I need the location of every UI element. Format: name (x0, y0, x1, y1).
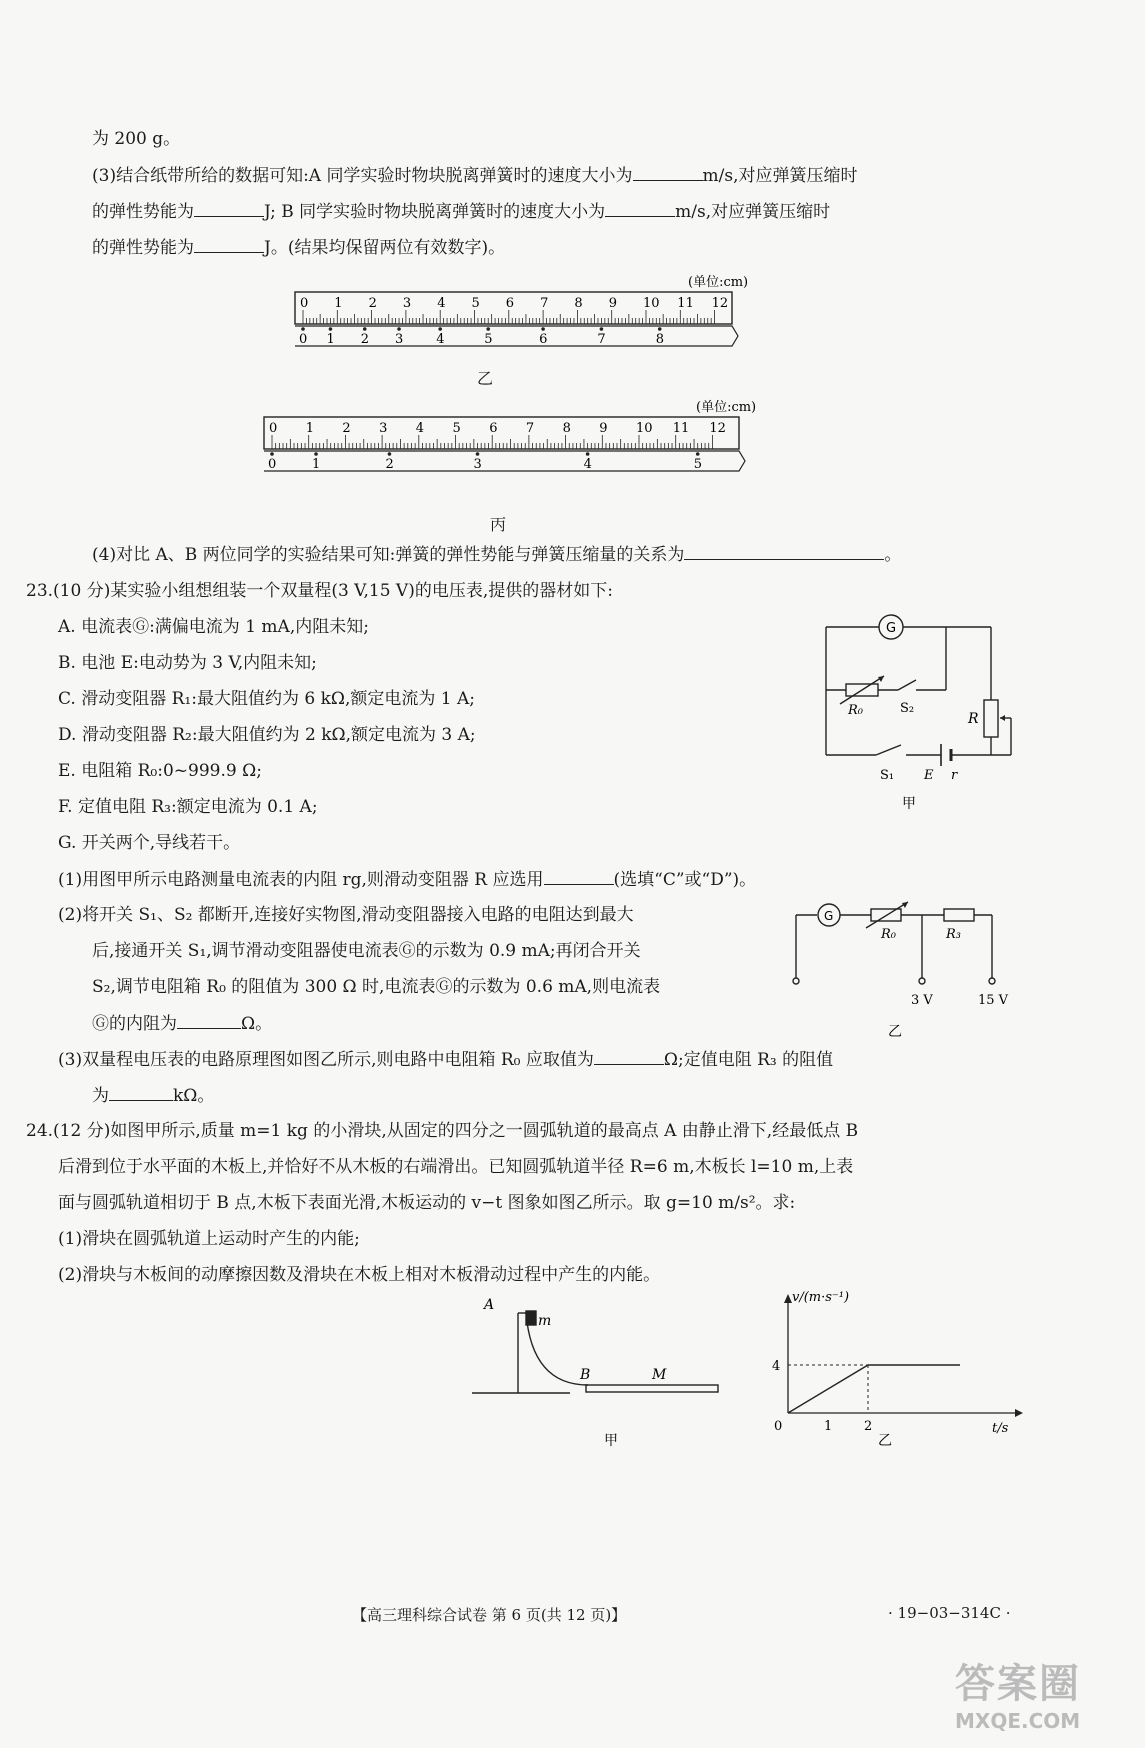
tape-point-label: 0 (268, 457, 277, 472)
watermark-text: 答案圈 (955, 1661, 1081, 1707)
tape-dot (388, 452, 392, 456)
tape-dot (270, 452, 274, 456)
tape-dot (586, 452, 590, 456)
q22-p3-text-e: m/s,对应弹簧压缩时 (675, 202, 831, 222)
galvanometer-label: G (824, 909, 834, 923)
tape-point-label: 4 (436, 332, 445, 347)
tape-dot (600, 327, 604, 331)
answer-blank[interactable] (605, 200, 675, 217)
terminal-15v-label: 15 V (978, 993, 1009, 1008)
battery-emf-label: E (924, 768, 934, 783)
q23-item-d: D. 滑动变阻器 R₂:最大阻值约为 2 kΩ,额定电流为 3 A; (58, 725, 476, 745)
q23-item-c: C. 滑动变阻器 R₁:最大阻值约为 6 kΩ,额定电流为 1 A; (58, 689, 476, 709)
tape-point-label: 0 (299, 332, 308, 347)
figure-caption-yi: 乙 (888, 1024, 902, 1040)
circuit-figure-yi (786, 900, 1026, 1040)
fixed-resistor-label: R₃ (946, 927, 961, 942)
tape-point-label: 8 (655, 332, 665, 347)
q22-part3-line1 (92, 164, 857, 187)
q22-p4-text: (4)对比 A、B 两位同学的实验结果可知:弹簧的弹性势能与弹簧压缩量的关系为 (92, 545, 685, 565)
circuit-figure-jia (816, 612, 1036, 812)
q23-p2-end: Ω。 (241, 1014, 273, 1034)
slider-mass-label: m (538, 1313, 552, 1329)
answer-blank[interactable] (194, 236, 264, 253)
page-footer-title: 【高三理科综合试卷 第 6 页(共 12 页)】 (352, 1606, 627, 1624)
ruler-tick-label: 12 (709, 421, 726, 436)
tape-point-label: 5 (693, 457, 703, 472)
q23-p2-text: Ⓖ的内阻为 (92, 1014, 177, 1034)
tape-point-label: 3 (473, 457, 482, 472)
tape-dot (696, 452, 700, 456)
tape-dot (301, 327, 305, 331)
board-mass-label: M (652, 1367, 667, 1383)
ruler-tick-label: 4 (437, 296, 446, 311)
q22-continuation: 为 200 g。 (92, 129, 181, 149)
figure-caption-bing: 丙 (490, 515, 507, 534)
ruler-tick-label: 5 (452, 421, 461, 436)
galvanometer-label: G (886, 621, 897, 636)
ruler-tick-label: 0 (269, 421, 278, 436)
paper-tape (264, 451, 745, 471)
ruler-tick-label: 12 (711, 296, 729, 311)
q23-p3-text-b: Ω;定值电阻 R₃ 的阻值 (663, 1050, 834, 1070)
tape-point-label: 6 (539, 332, 548, 347)
ruler-tick-label: 4 (415, 421, 425, 436)
tape-point-label: 7 (597, 332, 606, 347)
q23-part3-line1 (58, 1048, 833, 1071)
ruler-tick-label: 2 (342, 421, 351, 436)
q23-item-f: F. 定值电阻 R₃:额定电流为 0.1 A; (58, 797, 318, 817)
x-tick-0: 0 (774, 1419, 783, 1434)
q23-part2-line2: 后,接通开关 S₁,调节滑动变阻器使电流表Ⓖ的示数为 0.9 mA;再闭合开关 (92, 941, 641, 961)
ruler-tick-label: 11 (672, 421, 690, 436)
tape-dot (314, 452, 318, 456)
ruler-figure-yi (290, 272, 790, 372)
tape-dot (438, 327, 442, 331)
figure-caption-jia: 甲 (604, 1433, 618, 1449)
tape-dot (397, 327, 401, 331)
tape-dot (476, 452, 480, 456)
ruler-unit-label: (单位:cm) (688, 275, 749, 290)
q23-item-g: G. 开关两个,导线若干。 (58, 833, 241, 853)
ruler-tick-label: 3 (379, 421, 388, 436)
page-footer-code: · 19−03−314C · (888, 1604, 1011, 1622)
ruler-bing (264, 417, 745, 472)
ruler-tick-label: 9 (608, 296, 617, 311)
answer-blank[interactable] (684, 543, 884, 560)
tape-point-label: 1 (312, 457, 321, 472)
figure-caption-jia: 甲 (902, 796, 916, 812)
q24-line2: 后滑到位于水平面的木板上,并恰好不从木板的右端滑出。已知圆弧轨道半径 R=6 m,木板长 l=10 m,上表 (58, 1157, 854, 1177)
q22-p3-text-f: 的弹性势能为 (92, 238, 194, 258)
x-tick-2: 2 (864, 1419, 873, 1434)
q23-p1-text: (1)用图甲所示电路测量电流表的内阻 rg,则滑动变阻器 R 应选用 (58, 870, 544, 890)
q23-part2-line3: S₂,调节电阻箱 R₀ 的阻值为 300 Ω 时,电流表Ⓖ的示数为 0.6 mA,则电流表 (92, 977, 661, 997)
q23-part2-line4 (92, 1012, 272, 1035)
q24-line3: 面与圆弧轨道相切于 B 点,木板下表面光滑,木板运动的 v−t 图象如图乙所示。取 g=10 m/s²。求: (58, 1193, 796, 1213)
q24-line1: 24.(12 分)如图甲所示,质量 m=1 kg 的小滑块,从固定的四分之一圆弧轨道的最高点 A 由静止滑下,经最低点 B (26, 1121, 859, 1141)
tape-dot (486, 327, 490, 331)
tape-dot (329, 327, 333, 331)
terminal-3v-label: 3 V (911, 993, 933, 1008)
ruler-tick-label: 0 (300, 296, 309, 311)
answer-blank[interactable] (633, 164, 703, 181)
ruler-figure-bing (258, 397, 798, 497)
q22-p3-text-g: J。(结果均保留两位有效数字)。 (264, 238, 506, 258)
ruler-tick-label: 7 (525, 421, 535, 436)
tape-point-label: 1 (326, 332, 335, 347)
answer-blank[interactable] (594, 1048, 664, 1065)
vt-graph-yi (770, 1285, 1040, 1455)
ruler-tick-label: 6 (489, 421, 498, 436)
tape-point-label: 3 (395, 332, 404, 347)
answer-blank[interactable] (194, 200, 264, 217)
ruler-tick-label: 10 (636, 421, 653, 436)
ruler-tick-label: 8 (574, 296, 583, 311)
ruler-tick-label: 8 (562, 421, 571, 436)
point-b-label: B (580, 1367, 591, 1383)
tape-point-label: 5 (484, 332, 493, 347)
watermark-logo (955, 1652, 1125, 1742)
ruler-tick-label: 11 (677, 296, 694, 311)
tape-dot (658, 327, 662, 331)
switch-s2-label: S₂ (900, 701, 915, 716)
ruler-tick-label: 3 (402, 296, 412, 311)
ruler-tick-label: 1 (305, 421, 314, 436)
q22-p4-end: 。 (884, 545, 902, 565)
ruler-unit-label: (单位:cm) (696, 400, 757, 415)
track-figure-jia (470, 1295, 730, 1455)
ruler-tick-label: 9 (599, 421, 608, 436)
q23-item-e: E. 电阻箱 R₀:0~999.9 Ω; (58, 761, 262, 781)
q24-question1: (1)滑块在圆弧轨道上运动时产生的内能; (58, 1229, 360, 1249)
switch-s1-label: S₁ (880, 768, 895, 783)
resistor-box-label: R₀ (881, 927, 896, 942)
x-tick-1: 1 (824, 1419, 833, 1434)
q23-p3-text-a: (3)双量程电压表的电路原理图如图乙所示,则电路中电阻箱 R₀ 应取值为 (58, 1050, 594, 1070)
ruler-tick-label: 10 (643, 296, 660, 311)
tape-dot (541, 327, 545, 331)
q23-item-a: A. 电流表Ⓖ:满偏电流为 1 mA,内阻未知; (58, 617, 369, 637)
ruler-tick-label: 2 (368, 296, 377, 311)
ruler-tick-label: 1 (334, 296, 343, 311)
ruler-tick-label: 6 (505, 296, 515, 311)
q22-p3-text-b: m/s,对应弹簧压缩时 (702, 166, 858, 186)
rheostat-label: R (968, 711, 979, 727)
q22-part3-line3 (92, 236, 505, 259)
answer-blank[interactable] (177, 1012, 241, 1029)
y-axis-label: v/(m·s⁻¹) (792, 1290, 850, 1305)
answer-blank[interactable] (544, 868, 614, 885)
internal-resistance-label: r (951, 768, 958, 783)
q22-p3-text-d: J; B 同学实验时物块脱离弹簧时的速度大小为 (264, 202, 606, 222)
watermark-url: MXQE.COM (955, 1709, 1081, 1733)
q23-p3-text-c: 为 (92, 1086, 109, 1106)
q23-part2-line1: (2)将开关 S₁、S₂ 都断开,连接好实物图,滑动变阻器接入电路的电阻达到最大 (58, 905, 634, 925)
tape-point-label: 4 (583, 457, 592, 472)
velocity-line (788, 1365, 960, 1413)
y-tick-4: 4 (772, 1359, 781, 1374)
q23-part3-line2 (92, 1084, 214, 1107)
q22-p3-text-c: 的弹性势能为 (92, 202, 194, 222)
tape-point-label: 2 (360, 332, 370, 347)
ruler-tick-label: 5 (471, 296, 480, 311)
figure-caption-yi: 乙 (878, 1433, 892, 1449)
q22-part3-line2 (92, 200, 830, 223)
q23-p1-end: (选填“C”或“D”)。 (613, 870, 757, 890)
ruler-body (264, 417, 739, 449)
ruler-yi (295, 292, 738, 347)
q23-stem: 23.(10 分)某实验小组想组装一个双量程(3 V,15 V)的电压表,提供的器材如下: (26, 581, 613, 601)
q24-question2: (2)滑块与木板间的动摩擦因数及滑块在木板上相对木板滑动过程中产生的内能。 (58, 1265, 661, 1285)
point-a-label: A (484, 1297, 495, 1313)
resistor-box-label: R₀ (848, 703, 863, 718)
q23-part1 (58, 868, 756, 891)
q22-part4 (92, 543, 901, 566)
tape-point-label: 2 (385, 457, 394, 472)
figure-caption-yi: 乙 (477, 369, 494, 388)
tape-dot (363, 327, 367, 331)
ruler-tick-label: 7 (540, 296, 549, 311)
q22-p3-text-a: (3)结合纸带所给的数据可知:A 同学实验时物块脱离弹簧时的速度大小为 (92, 166, 633, 186)
answer-blank[interactable] (109, 1084, 173, 1101)
q23-p3-text-d: kΩ。 (173, 1086, 215, 1106)
q23-item-b: B. 电池 E:电动势为 3 V,内阻未知; (58, 653, 317, 673)
x-axis-label: t/s (992, 1421, 1009, 1436)
